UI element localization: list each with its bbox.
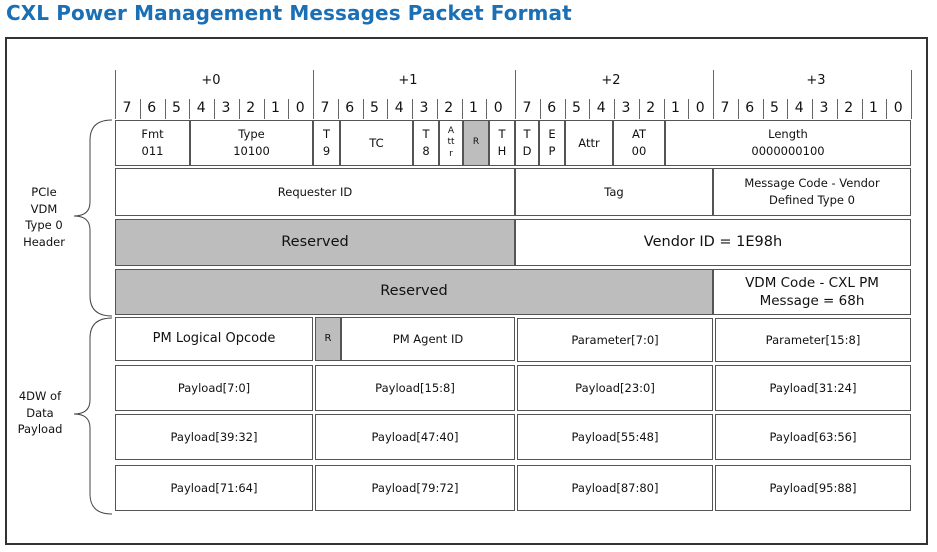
field-td: T D	[515, 120, 539, 166]
bit-number: 1	[469, 100, 478, 116]
payload-cell: Payload[15:8]	[315, 365, 515, 411]
bit-divider	[412, 99, 413, 119]
field-message-code: Message Code - Vendor Defined Type 0	[713, 168, 911, 216]
byte-label-0: +0	[201, 73, 221, 88]
payload-brace	[70, 316, 115, 516]
bit-number: 5	[572, 100, 581, 116]
field-tag: Tag	[515, 168, 713, 216]
bit-number: 7	[720, 100, 730, 116]
field-parameter-hi: Parameter[15:8]	[715, 318, 911, 362]
field-reserved-bit-2: R	[315, 317, 341, 361]
bit-number: 7	[122, 100, 132, 116]
payload-cell: Payload[79:72]	[315, 465, 515, 511]
bit-number: 4	[596, 100, 606, 116]
bit-divider	[189, 99, 190, 119]
bit-divider	[787, 99, 788, 119]
bit-number: 6	[547, 100, 557, 116]
field-parameter-lo: Parameter[7:0]	[517, 318, 713, 362]
bit-divider	[886, 99, 887, 119]
bit-number: 2	[646, 100, 656, 116]
bit-number: 0	[893, 100, 903, 116]
bit-divider	[664, 99, 665, 119]
bit-divider	[639, 99, 640, 119]
bit-number: 7	[320, 100, 330, 116]
bit-number: 1	[671, 100, 680, 116]
bit-number: 3	[221, 100, 231, 116]
bit-divider	[763, 99, 764, 119]
payload-cell: Payload[71:64]	[115, 465, 313, 511]
side-label-payload: 4DW of Data Payload	[17, 389, 63, 437]
payload-cell: Payload[87:80]	[517, 465, 713, 511]
bit-number: 5	[770, 100, 779, 116]
bit-number: 4	[794, 100, 804, 116]
bit-number: 2	[844, 100, 854, 116]
payload-cell: Payload[7:0]	[115, 365, 313, 411]
payload-cell: Payload[63:56]	[715, 414, 911, 460]
bit-number: 7	[522, 100, 532, 116]
field-t8: T 8	[413, 120, 439, 166]
bit-number: 0	[295, 100, 305, 116]
bit-number: 3	[819, 100, 829, 116]
header-brace	[70, 118, 115, 318]
field-attr: Attr	[565, 120, 613, 166]
bit-divider	[288, 99, 289, 119]
field-requester-id: Requester ID	[115, 168, 515, 216]
bit-divider	[387, 99, 388, 119]
bit-number: 4	[394, 100, 404, 116]
payload-cell: Payload[39:32]	[115, 414, 313, 460]
bit-divider	[589, 99, 590, 119]
bit-divider	[165, 99, 166, 119]
bit-number: 2	[246, 100, 256, 116]
field-pm-agent-id: PM Agent ID	[341, 317, 515, 361]
field-ep: E P	[539, 120, 565, 166]
field-reserved-1: Reserved	[115, 219, 515, 266]
field-reserved-bit: R	[463, 120, 489, 166]
bit-divider	[264, 99, 265, 119]
payload-cell: Payload[55:48]	[517, 414, 713, 460]
field-at: AT 00	[613, 120, 665, 166]
field-pm-logical-opcode: PM Logical Opcode	[115, 317, 313, 361]
payload-cell: Payload[47:40]	[315, 414, 515, 460]
field-th: T H	[489, 120, 515, 166]
field-vdm-code: VDM Code - CXL PM Message = 68h	[713, 269, 911, 315]
field-length: Length 0000000100	[665, 120, 911, 166]
bit-number: 6	[745, 100, 755, 116]
field-attr-bit: A tt r	[439, 120, 463, 166]
bit-number: 6	[147, 100, 157, 116]
payload-cell: Payload[95:88]	[715, 465, 911, 511]
bit-number: 5	[172, 100, 181, 116]
side-label-header: PCIe VDM Type 0 Header	[23, 185, 65, 250]
bit-divider	[363, 99, 364, 119]
bit-divider	[688, 99, 689, 119]
bit-divider	[140, 99, 141, 119]
bit-number: 1	[869, 100, 878, 116]
byte-label-1: +1	[398, 73, 418, 88]
field-type: Type 10100	[190, 120, 313, 166]
byte-divider	[911, 70, 912, 119]
bit-divider	[486, 99, 487, 119]
byte-label-3: +3	[806, 73, 826, 88]
bit-divider	[837, 99, 838, 119]
bit-divider	[738, 99, 739, 119]
field-reserved-2: Reserved	[115, 269, 713, 315]
bit-number: 0	[493, 100, 503, 116]
field-vendor-id: Vendor ID = 1E98h	[515, 219, 911, 266]
diagram-title: CXL Power Management Messages Packet Format	[6, 1, 572, 25]
byte-label-2: +2	[601, 73, 621, 88]
bit-divider	[239, 99, 240, 119]
bit-divider	[565, 99, 566, 119]
bit-divider	[338, 99, 339, 119]
bit-number: 3	[419, 100, 429, 116]
bit-divider	[462, 99, 463, 119]
field-t9: T 9	[313, 120, 340, 166]
bit-number: 4	[196, 100, 206, 116]
bit-divider	[214, 99, 215, 119]
bit-number: 2	[444, 100, 454, 116]
payload-cell: Payload[31:24]	[715, 365, 911, 411]
bit-number: 5	[370, 100, 379, 116]
bit-number: 0	[695, 100, 705, 116]
bit-number: 6	[345, 100, 355, 116]
payload-cell: Payload[23:0]	[517, 365, 713, 411]
bit-divider	[437, 99, 438, 119]
bit-number: 1	[271, 100, 280, 116]
bit-divider	[862, 99, 863, 119]
bit-divider	[812, 99, 813, 119]
bit-divider	[614, 99, 615, 119]
field-tc: TC	[340, 120, 413, 166]
bit-divider	[540, 99, 541, 119]
field-fmt: Fmt 011	[115, 120, 190, 166]
bit-number: 3	[621, 100, 631, 116]
